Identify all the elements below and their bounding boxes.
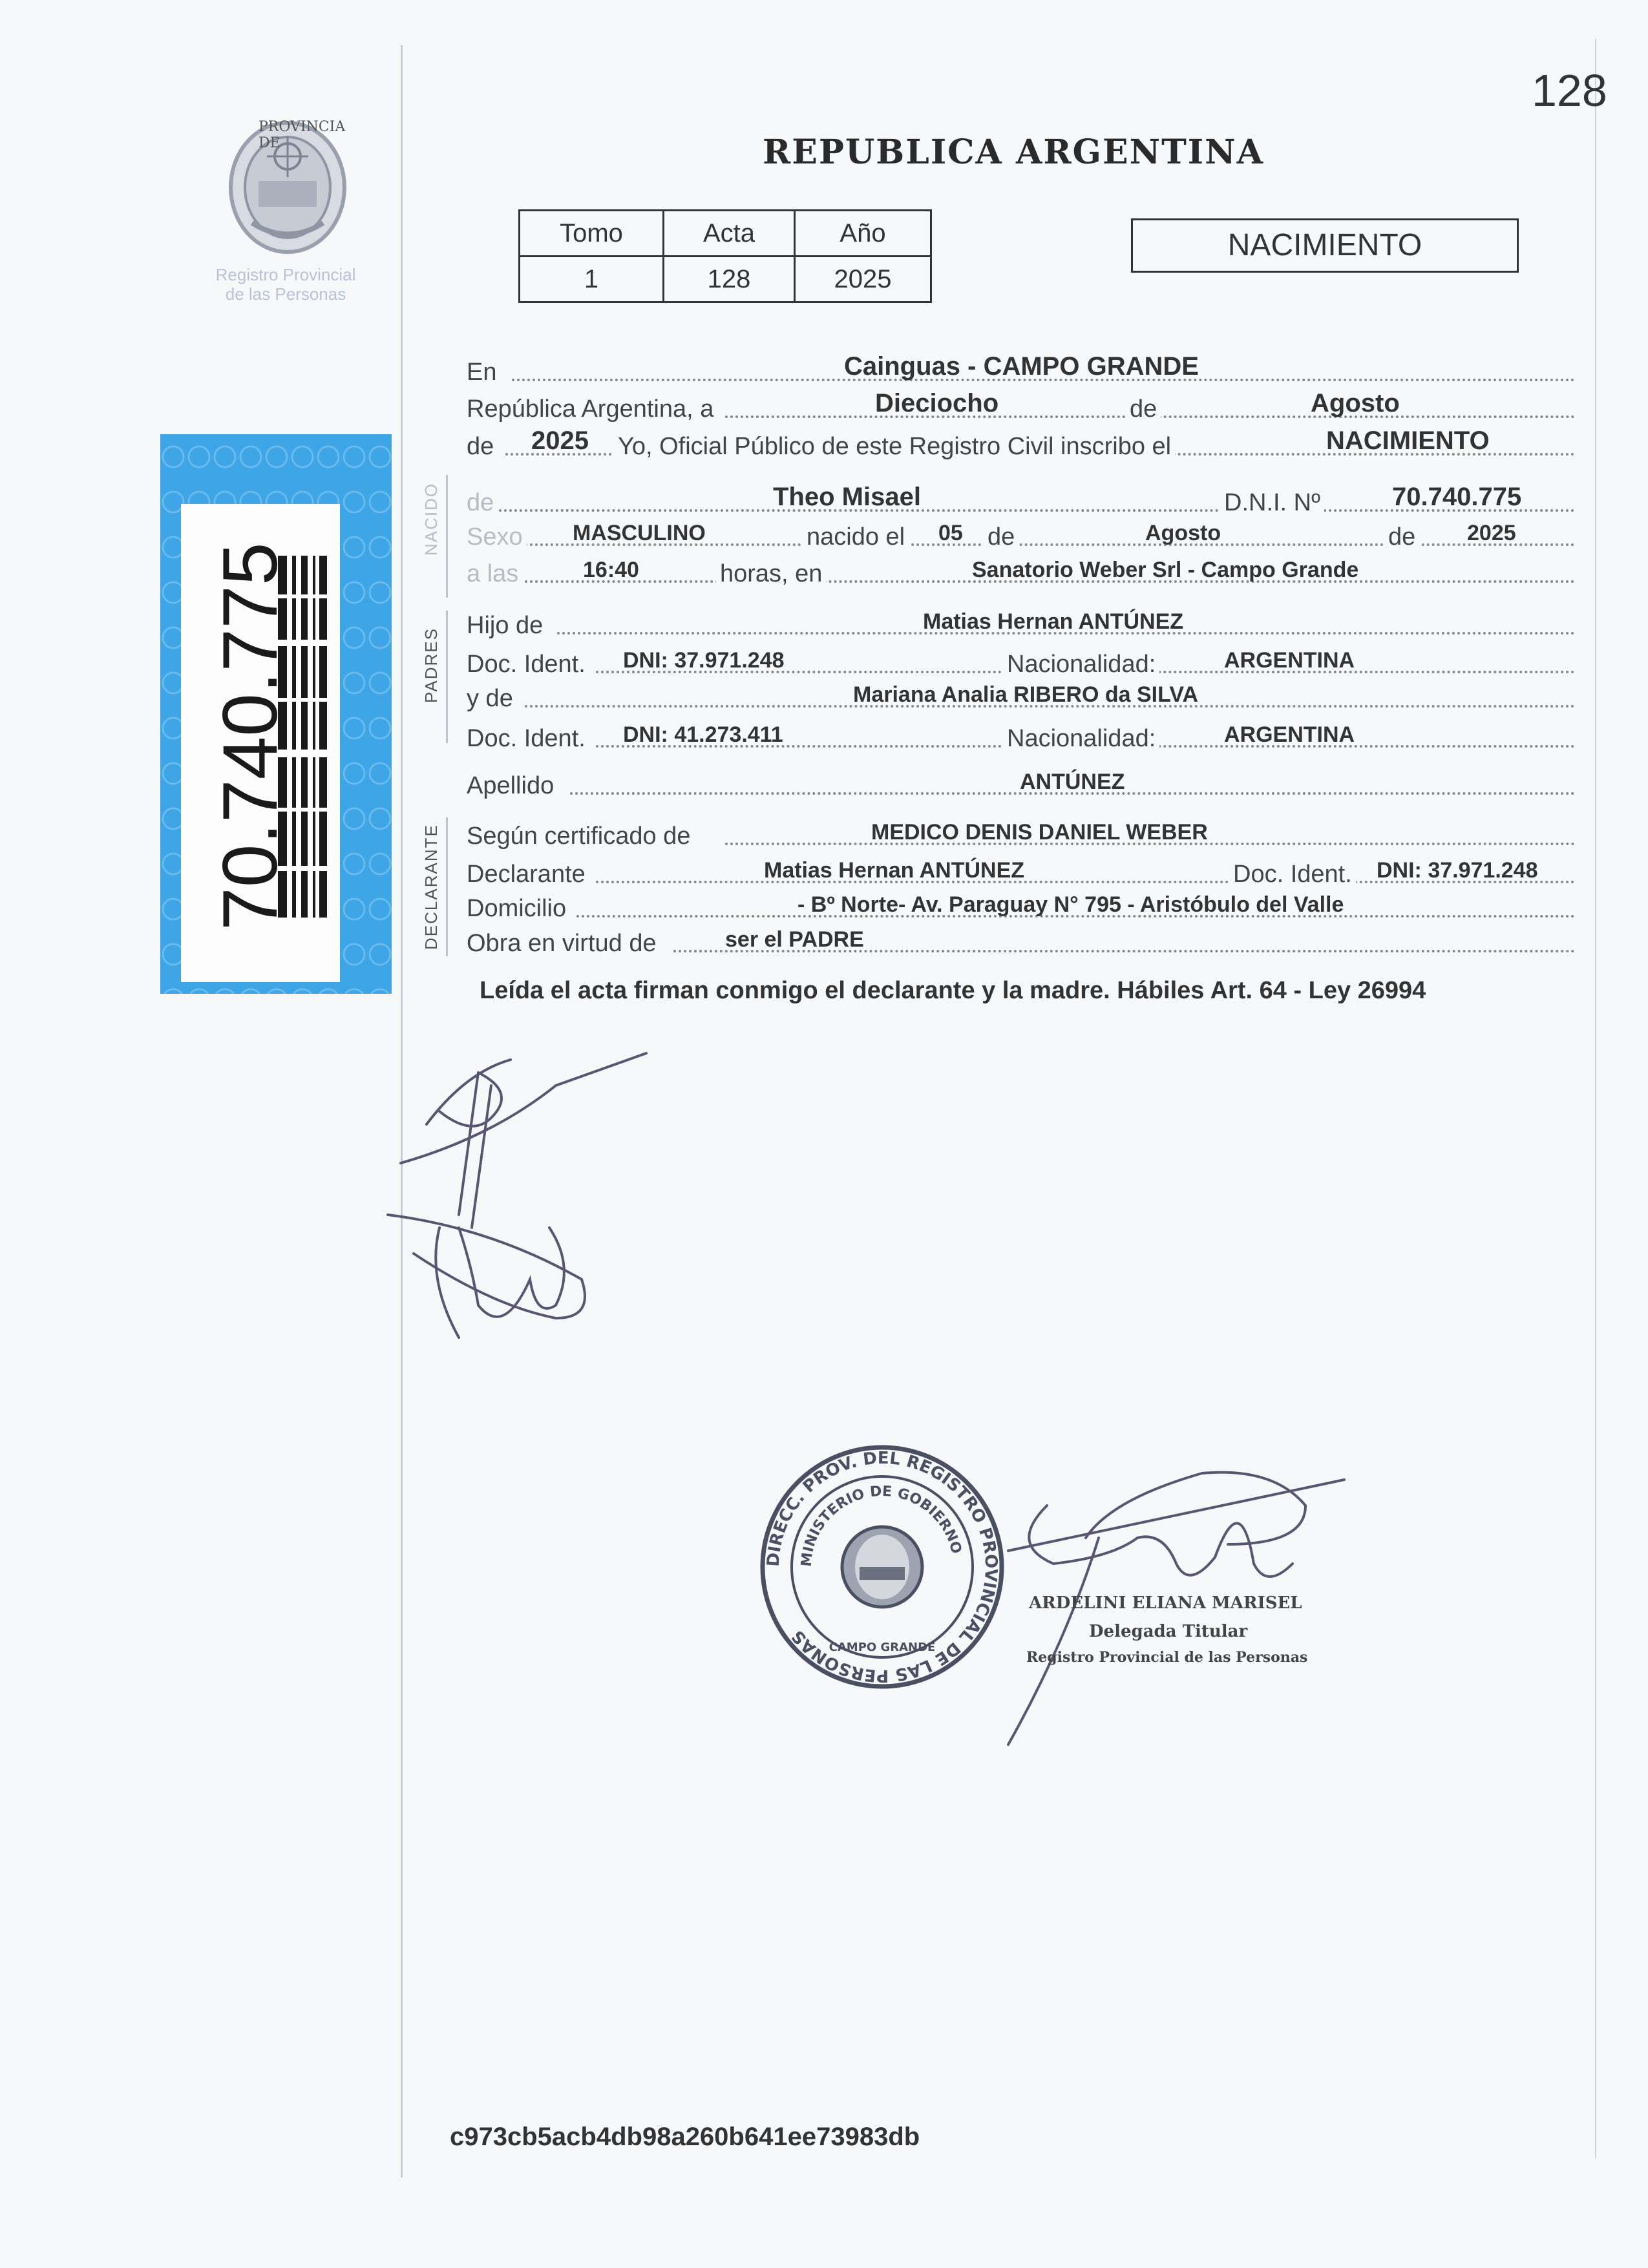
row-madre-doc: [467, 715, 1575, 754]
table-header-tomo: Tomo: [520, 211, 664, 257]
label-y-de: y de: [467, 685, 517, 713]
stamp-bottom-text: CAMPO GRANDE: [829, 1641, 936, 1654]
value-anio-nacimiento: 2025: [1467, 521, 1516, 545]
record-table: [518, 209, 932, 303]
document-title: REPUBLICA ARGENTINA: [763, 132, 1265, 172]
table-value-acta: 128: [664, 257, 795, 302]
value-certificado: MEDICO DENIS DANIEL WEBER: [871, 820, 1208, 845]
row-declarante: [467, 851, 1575, 890]
label-en: En: [467, 359, 500, 386]
official-role: Delegada Titular: [1089, 1622, 1248, 1641]
row-hora: [467, 551, 1575, 589]
label-doc-declarante: Doc. Ident.: [1229, 861, 1356, 888]
province-logo: [213, 110, 362, 265]
logo-caption-line2: de las Personas: [225, 284, 346, 304]
value-mes-nacimiento: Agosto: [1145, 521, 1221, 545]
table-value-tomo: 1: [520, 257, 664, 302]
official-registry: Registro Provincial de las Personas: [1026, 1649, 1308, 1666]
label-nacionalidad-padre: Nacionalidad:: [1003, 651, 1159, 678]
row-certificado: [467, 813, 1575, 852]
value-padre-nacionalidad: ARGENTINA: [1224, 648, 1355, 673]
label-nacido-el: nacido el: [803, 523, 909, 551]
label-de-nombre: de: [467, 489, 498, 517]
stamp-outer-text: DIRECC. PROV. DEL REGISTRO PROVINCIAL DE LAS PERSONAS: [763, 1448, 1001, 1686]
label-de-mes: de: [1126, 395, 1161, 423]
value-dia-nacimiento: 05: [938, 521, 963, 545]
row-republica: [467, 386, 1575, 425]
table-header-anio: Año: [795, 211, 931, 257]
table-value-anio: 2025: [795, 257, 931, 302]
official-name: ARDELINI ELIANA MARISEL: [1029, 1593, 1302, 1613]
value-anio-registro: 2025: [531, 426, 589, 455]
value-dni: 70.740.775: [1392, 483, 1522, 511]
value-obra-en-virtud: ser el PADRE: [725, 927, 864, 952]
row-padre: [467, 602, 1575, 641]
label-obra-en-virtud: Obra en virtud de: [467, 930, 660, 958]
row-domicilio: [467, 885, 1575, 924]
value-madre-nacionalidad: ARGENTINA: [1224, 722, 1355, 747]
row-nombre: [467, 479, 1575, 518]
declarant-signatures-icon: [362, 1034, 672, 1370]
value-madre-doc: DNI: 41.273.411: [623, 722, 783, 747]
value-apellido: ANTÚNEZ: [1020, 770, 1125, 794]
section-label-declarante: DECLARANTE: [421, 824, 441, 950]
value-hora: 16:40: [583, 558, 639, 582]
value-padre: Matias Hernan ANTÚNEZ: [923, 609, 1184, 634]
stamp-inner-text: MINISTERIO DE GOBIERNO: [798, 1483, 965, 1568]
logo-seal-text: PROVINCIA DE: [259, 119, 346, 151]
label-doc-madre: Doc. Ident.: [467, 725, 589, 753]
section-label-padres: PADRES: [421, 627, 441, 703]
value-tipo-acta: NACIMIENTO: [1326, 426, 1490, 455]
row-padre-doc: [467, 641, 1575, 680]
row-anio-oficial: [467, 423, 1575, 462]
value-padre-doc: DNI: 37.971.248: [623, 648, 785, 673]
row-sexo: [467, 514, 1575, 552]
value-dia-registro: Dieciocho: [875, 389, 999, 417]
value-lugar-nacimiento: Sanatorio Weber Srl - Campo Grande: [972, 558, 1359, 582]
row-en: [467, 349, 1575, 388]
label-nacionalidad-madre: Nacionalidad:: [1003, 725, 1159, 753]
closing-note: Leída el acta firman conmigo el declarante y la madre. Hábiles Art. 64 - Ley 26994: [480, 977, 1426, 1004]
label-yo-oficial: Yo, Oficial Público de este Registro Civil inscribo el: [614, 433, 1175, 461]
label-de-anio: de: [467, 433, 498, 461]
label-de-mes-nac: de: [984, 523, 1019, 551]
section-label-nacido: NACIDO: [421, 482, 441, 556]
row-madre: [467, 675, 1575, 714]
value-nombre: Theo Misael: [773, 483, 921, 511]
label-doc-padre: Doc. Ident.: [467, 651, 589, 678]
label-apellido: Apellido: [467, 772, 558, 800]
row-obra-en-virtud: [467, 920, 1575, 959]
document-hash: c973cb5acb4db98a260b641ee73983db: [450, 2123, 920, 2151]
label-horas-en: horas, en: [716, 560, 826, 588]
record-type-box: NACIMIENTO: [1131, 218, 1519, 273]
value-domicilio: - Bº Norte- Av. Paraguay N° 795 - Aristóbulo del Valle: [798, 892, 1344, 917]
label-declarante: Declarante: [467, 861, 589, 888]
label-republica: República Argentina, a: [467, 395, 717, 423]
label-domicilio: Domicilio: [467, 895, 570, 923]
logo-caption: [208, 265, 363, 304]
barcode-number: 70.740.775: [207, 542, 293, 930]
value-madre: Mariana Analia RIBERO da SILVA: [853, 682, 1199, 707]
value-declarante: Matias Hernan ANTÚNEZ: [764, 858, 1025, 883]
label-a-las: a las: [467, 560, 522, 588]
label-de-anio-nac: de: [1384, 523, 1419, 551]
value-declarante-doc: DNI: 37.971.248: [1377, 858, 1538, 883]
logo-caption-line1: Registro Provincial: [215, 265, 356, 284]
row-apellido: [467, 762, 1575, 801]
page-number: 128: [1532, 65, 1607, 116]
value-mes-registro: Agosto: [1311, 389, 1400, 417]
value-lugar: Cainguas - CAMPO GRANDE: [844, 352, 1199, 381]
label-hijo-de: Hijo de: [467, 612, 547, 640]
label-dni: D.N.I. Nº: [1220, 489, 1324, 517]
label-segun-certificado: Según certificado de: [467, 823, 694, 850]
value-sexo: MASCULINO: [573, 521, 706, 545]
table-header-acta: Acta: [664, 211, 795, 257]
label-sexo: Sexo: [467, 523, 527, 551]
